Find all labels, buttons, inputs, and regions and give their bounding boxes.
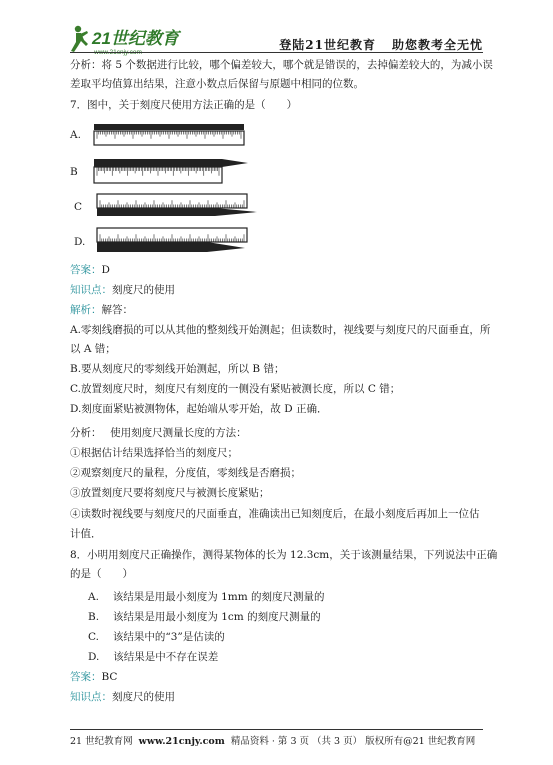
q7-explain-2: 以 A 错； — [70, 343, 116, 355]
ruler-diagram-d — [95, 226, 255, 256]
q7-knowledge-value: 刻度尺的使用 — [112, 284, 175, 296]
footer-site: 21 世纪教育网 — [70, 736, 133, 747]
q7-method-4: ④读数时视线要与刻度尺的尺面垂直，准确读出已知刻度后，在最小刻度后再加上一位估 — [70, 508, 480, 520]
q7-stem: 7．图中，关于刻度尺使用方法正确的是（ ） — [70, 99, 298, 111]
ruler-diagram-b — [92, 155, 252, 187]
page-footer — [70, 733, 483, 747]
q7-method-1: ①根据估计结果选择恰当的刻度尺； — [70, 447, 238, 459]
q7-method-3: ③放置刻度尺要将刻度尺与被测长度紧贴； — [70, 487, 270, 499]
q8-option-a: A. 该结果是用最小刻度为 1mm 的刻度尺测量的 — [88, 591, 325, 603]
slogan-left: 登陆21世纪教育 — [279, 38, 376, 52]
q7-analysis-head: 解答： — [101, 304, 133, 316]
q8-stem-1: 8．小明用刻度尺正确操作，测得某物体的长为 12.3cm，关于该测量结果，下列说法中正确 — [70, 549, 498, 561]
q7-answer — [70, 263, 110, 277]
q7-explain-4: C.放置刻度尺时，刻度尺有刻度的一侧没有紧贴被测长度，所以 C 错； — [70, 383, 401, 395]
footer-rule — [70, 729, 483, 730]
q7-option-c-label: C — [74, 201, 83, 213]
q8-option-c: C. 该结果中的“3”是估读的 — [88, 631, 225, 643]
ruler-diagram-c — [95, 192, 260, 220]
q7-explain-3: B.要从刻度尺的零刻线开始测起，所以 B 错； — [70, 363, 285, 375]
q7-explain-1: A.零刻线磨损的可以从其他的整刻线开始测起；但读数时，视线要与刻度尺的尺面垂直，所 — [70, 324, 491, 336]
q7-answer-label: 答案： — [70, 264, 102, 276]
q7-option-d-label: D. — [74, 236, 86, 248]
header-rule — [70, 52, 483, 53]
q7-analysis — [70, 303, 133, 317]
q8-knowledge — [70, 690, 175, 704]
q7-answer-value: D — [101, 264, 110, 276]
q8-knowledge-value: 刻度尺的使用 — [112, 691, 175, 703]
ruler-diagram-a — [92, 118, 252, 150]
q7-analysis-label: 解析： — [70, 304, 102, 316]
page-header — [70, 22, 483, 62]
q7-knowledge — [70, 283, 175, 297]
intro-line-1: 分析：将 5 个数据进行比较，哪个偏差较大，哪个就是错误的，去掉偏差较大的，为减小误 — [70, 59, 493, 71]
q8-stem-2: 的是（ ） — [70, 568, 133, 580]
q8-answer-value: BC — [101, 671, 118, 683]
q7-option-b-label: B — [70, 166, 78, 178]
q7-method-title: 分析： 使用刻度尺测量长度的方法： — [70, 427, 247, 439]
footer-info: 精品资料 · 第 3 页 （共 3 页） 版权所有@21 世纪教育网 — [230, 736, 476, 747]
q8-option-b: B. 该结果是用最小刻度为 1cm 的刻度尺测量的 — [88, 611, 321, 623]
logo-wordmark: 21世纪教育 — [92, 29, 179, 48]
q7-method-2: ②观察刻度尺的量程，分度值，零刻线是否磨损； — [70, 467, 301, 479]
intro-line-2: 差取平均值算出结果，注意小数点后保留与原题中相同的位数。 — [70, 78, 364, 90]
q7-explain-5: D.刻度面紧贴被测物体，起始端从零开始，故 D 正确． — [70, 403, 328, 415]
footer-url[interactable]: www.21cnjy.com — [138, 736, 225, 747]
q7-knowledge-label: 知识点： — [70, 284, 112, 296]
slogan-right: 助您教考全无忧 — [391, 38, 483, 52]
q8-option-d: D. 该结果是中不存在误差 — [88, 651, 219, 663]
q7-option-a-label: A. — [70, 129, 81, 141]
q8-answer-label: 答案： — [70, 671, 102, 683]
q8-knowledge-label: 知识点： — [70, 691, 112, 703]
logo-url: www.21cnjy.com — [94, 49, 142, 56]
q7-method-5: 计值． — [70, 528, 102, 540]
q8-answer — [70, 670, 117, 684]
header-slogan — [279, 36, 483, 53]
